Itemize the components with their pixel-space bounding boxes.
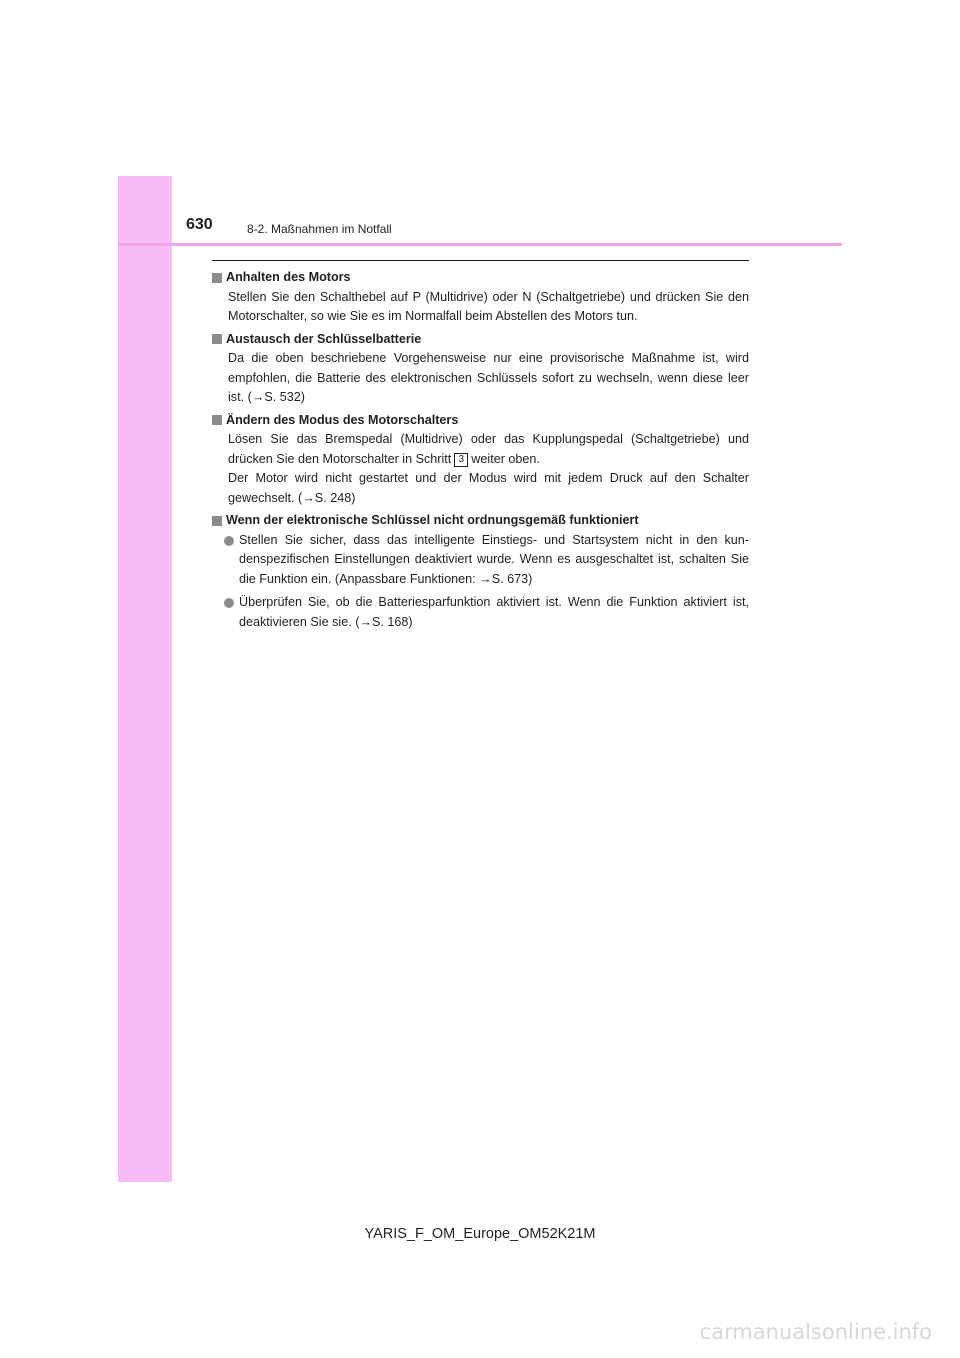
footer-doc-id: YARIS_F_OM_Europe_OM52K21M (364, 1226, 596, 1242)
item-title: Ändern des Modus des Motorschalters (212, 411, 749, 431)
content (212, 268, 749, 636)
item-body: Stellen Sie den Schalthebel auf P (Multidrive) oder N (Schaltgetriebe) und drücken Sie den Motorschalter, so wie Sie es im Normalfall beim Abstellen des Motors tun. (228, 289, 749, 323)
square-bullet-icon (212, 415, 222, 425)
item-body: Da die oben beschriebene Vorgehensweise nur eine provisorische Maßnahme ist, wird empfohlen, die Batterie des elektronischen Schlüssels sofort zu wechseln, wenn diese leer ist. (→S. 532) (228, 351, 749, 404)
watermark: carmanualsonline.info (699, 1320, 932, 1344)
list-item: Stellen Sie sicher, dass das intelligente Einstiegs- und Startsystem nicht in den kundenspezifischen Einstellungen deaktiviert wurde. Wenn es ausgeschaltet ist, schalten Sie die Funktion ein. (Anpassbare Funktionen: →S. 673) (212, 531, 749, 590)
page-number: 630 (186, 216, 213, 233)
item-body: Lösen Sie das Bremspedal (Multidrive) oder das Kupplungspedal (Schaltgetriebe) und drücken Sie den Motorschalter in Schritt 3 weiter oben. Der Motor wird nicht gestartet und der Modus wird mit jedem Druck auf den Schalter gewechselt. (→S. 248) (228, 432, 749, 505)
item-modus (212, 411, 749, 509)
item-anhalten (212, 268, 749, 327)
item-schluesselbatterie (212, 330, 749, 408)
round-bullet-icon (224, 598, 234, 608)
item-title: Austausch der Schlüsselbatterie (212, 330, 749, 350)
item-schluessel-fehler (212, 511, 749, 632)
square-bullet-icon (212, 334, 222, 344)
round-bullet-icon (224, 536, 234, 546)
section-title: 8-2. Maßnahmen im Notfall (247, 222, 392, 236)
content-rule (212, 260, 749, 261)
square-bullet-icon (212, 273, 222, 283)
item-title: Anhalten des Motors (212, 268, 749, 288)
header-rule (118, 243, 842, 246)
square-bullet-icon (212, 516, 222, 526)
item-title: Wenn der elektronische Schlüssel nicht ordnungsgemäß funktioniert (212, 511, 749, 531)
sidebar-tab (118, 176, 172, 1182)
list-item: Überprüfen Sie, ob die Batteriesparfunktion aktiviert ist. Wenn die Funktion aktiviert ist, deaktivieren Sie sie. (→S. 168) (212, 593, 749, 632)
step-number-box: 3 (454, 453, 468, 467)
